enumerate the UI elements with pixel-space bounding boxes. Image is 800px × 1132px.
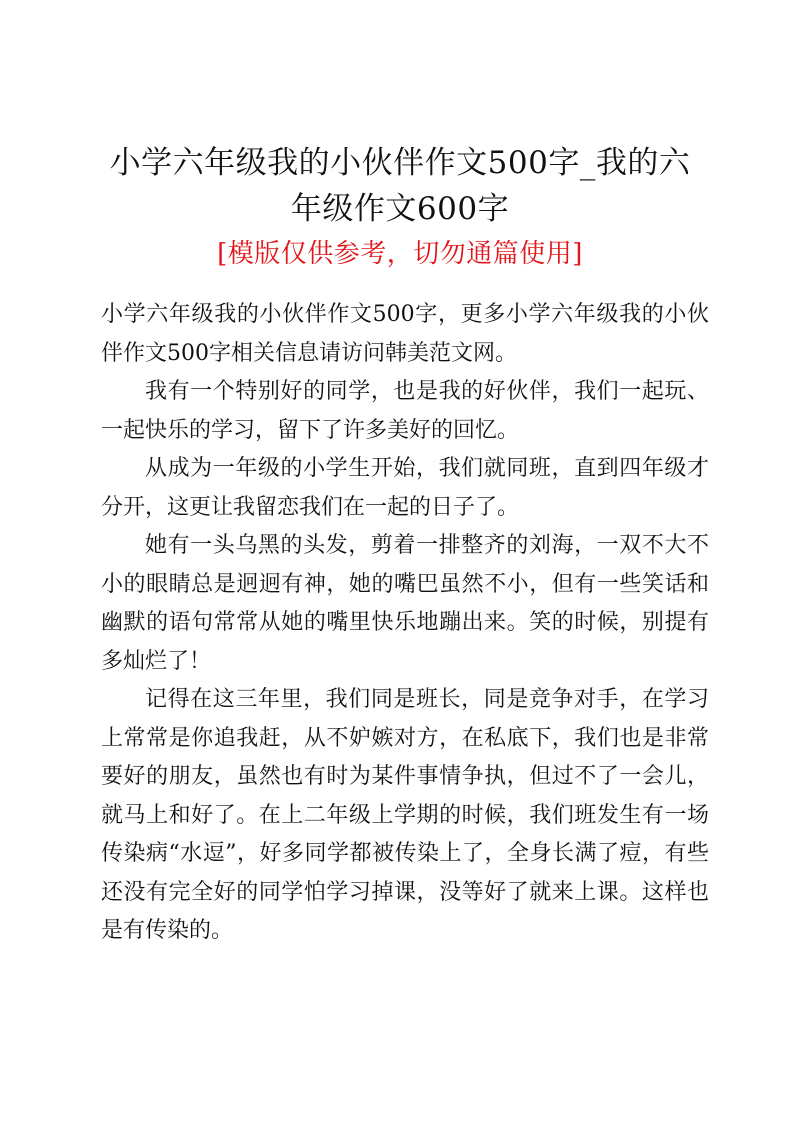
document-body: [101, 296, 709, 951]
document-title: 小学六年级我的小伙伴作文500字_我的六年级作文600字: [109, 145, 691, 227]
paragraph: 记得在这三年里，我们同是班长，同是竞争对手，在学习上常常是你追我赶，从不妒嫉对方，在私底下，我们也是非常要好的朋友，虽然也有时为某件事情争执，但过不了一会儿，就马上和好了。在上二年级上学期的时候，我们班发生有一场传染病“水逗”，好多同学都被传染上了，全身长满了痘，有些还没有完全好的同学怕学习掉课，没等好了就来上课。这样也是有传染的。: [101, 687, 709, 943]
template-notice: [模版仅供参考，切勿通篇使用]: [217, 239, 583, 269]
paragraph: 她有一头乌黑的头发，剪着一排整齐的刘海，一双不大不小的眼睛总是迥迥有神，她的嘴巴虽然不小，但有一些笑话和幽默的语句常常从她的嘴里快乐地蹦出来。笑的时候，别提有多灿烂了！: [101, 533, 709, 674]
paragraph: 我有一个特别好的同学，也是我的好伙伴，我们一起玩、一起快乐的学习，留下了许多美好的回忆。: [101, 379, 709, 443]
paragraph-intro: 小学六年级我的小伙伴作文500字，更多小学六年级我的小伙伴作文500字相关信息请访问韩美范文网。: [101, 302, 709, 366]
paragraph: 从成为一年级的小学生开始，我们就同班，直到四年级才分开，这更让我留恋我们在一起的日子了。: [101, 456, 709, 520]
